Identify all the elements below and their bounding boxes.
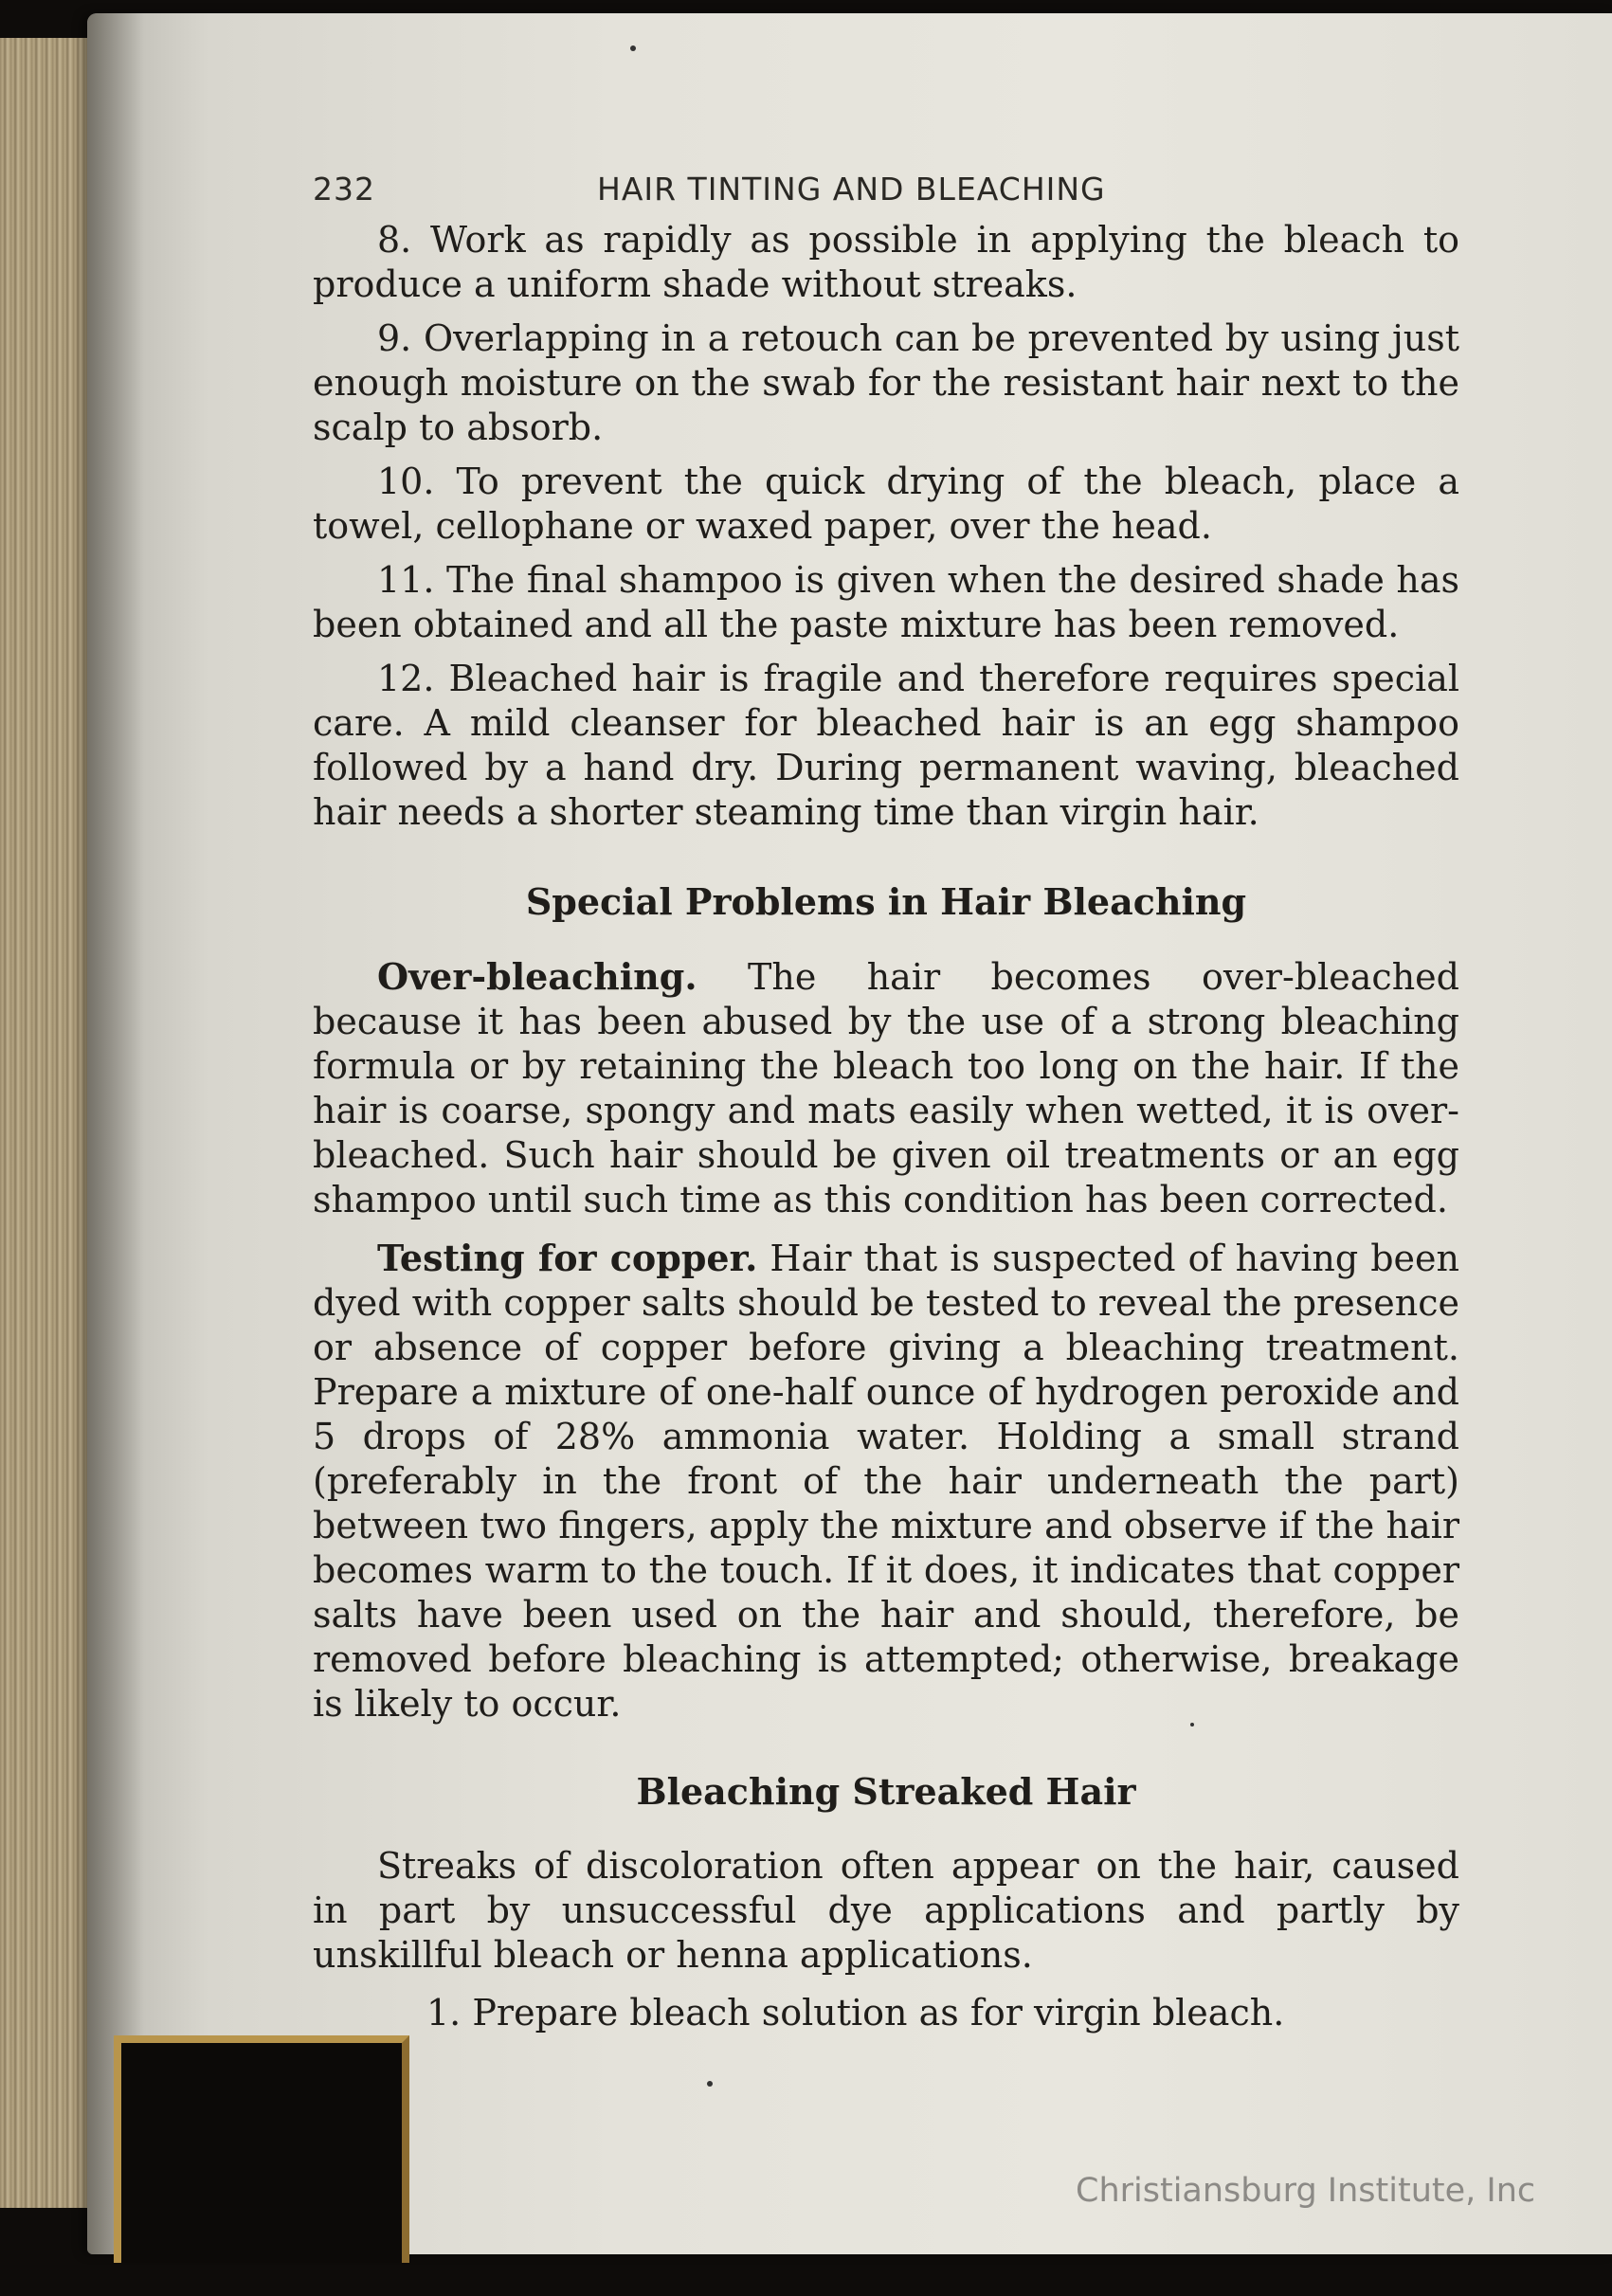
speck bbox=[630, 45, 636, 51]
lead-over-bleaching: Over-bleaching. bbox=[377, 955, 697, 998]
paragraph-streaks-intro: Streaks of discoloration often appear on the hair, caused in part by unsuccessful dye applications and partly by unskillful bleach or henna applications. bbox=[313, 1845, 1459, 1976]
text-over-bleaching: The hair becomes over-bleached because it has been abused by the use of a strong bleaching formula or by retaining the bleach too long on the hair. If the hair is coarse, spongy and mats easily when wetted, it is over-bleached. Such hair should be given oil treatments or an egg shampoo until such time as this condition has been corrected. bbox=[313, 956, 1459, 1220]
text-testing-copper: Hair that is suspected of having been dyed with copper salts should be tested to reveal the presence or absence of copper before giving a bleaching treatment. Prepare a mixture of one-half ounce of hydrogen peroxide and 5 drops of 28% ammonia water. Holding a small strand (preferably in the front of the hair underneath the part) between two fingers, apply the mixture and observe if the hair becomes warm to the touch. If it does, it indicates that copper salts have been used on the hair and should, therefore, be removed before bleaching is attempted; otherwise, breakage is likely to occur. bbox=[313, 1238, 1459, 1725]
streaked-step-1: 1. Prepare bleach solution as for virgin bleach. bbox=[426, 1992, 1285, 2034]
step-9: 9. Overlapping in a retouch can be prevented by using just enough moisture on the swab for the resistant hair next to the scalp to absorb. bbox=[313, 317, 1459, 448]
lead-testing-copper: Testing for copper. bbox=[377, 1237, 758, 1279]
running-head bbox=[313, 161, 1459, 218]
gutter-shadow bbox=[87, 13, 144, 2254]
black-tab-corner bbox=[114, 2035, 409, 2263]
watermark: Christiansburg Institute, Inc bbox=[1076, 2172, 1536, 2210]
page-number: 232 bbox=[313, 171, 375, 208]
step-10: 10. To prevent the quick drying of the bleach, place a towel, cellophane or waxed paper, over the head. bbox=[313, 461, 1459, 547]
speck bbox=[707, 2081, 713, 2087]
step-11: 11. The final shampoo is given when the desired shade has been obtained and all the paste mixture has been removed. bbox=[313, 559, 1459, 645]
paragraph-testing-copper bbox=[313, 1236, 1459, 1727]
page-text bbox=[313, 161, 1459, 2045]
heading-streaked-hair: Bleaching Streaked Hair bbox=[636, 1770, 1136, 1813]
running-head-title: HAIR TINTING AND BLEACHING bbox=[597, 171, 1106, 208]
heading-special-problems: Special Problems in Hair Bleaching bbox=[525, 880, 1247, 923]
step-8: 8. Work as rapidly as possible in applying the bleach to produce a uniform shade without streaks. bbox=[313, 219, 1459, 305]
step-12: 12. Bleached hair is fragile and therefore requires special care. A mild cleanser for bleached hair is an egg shampoo followed by a hand dry. During permanent waving, bleached hair needs a shorter steaming time than virgin hair. bbox=[313, 658, 1459, 833]
paragraph-over-bleaching bbox=[313, 954, 1459, 1222]
